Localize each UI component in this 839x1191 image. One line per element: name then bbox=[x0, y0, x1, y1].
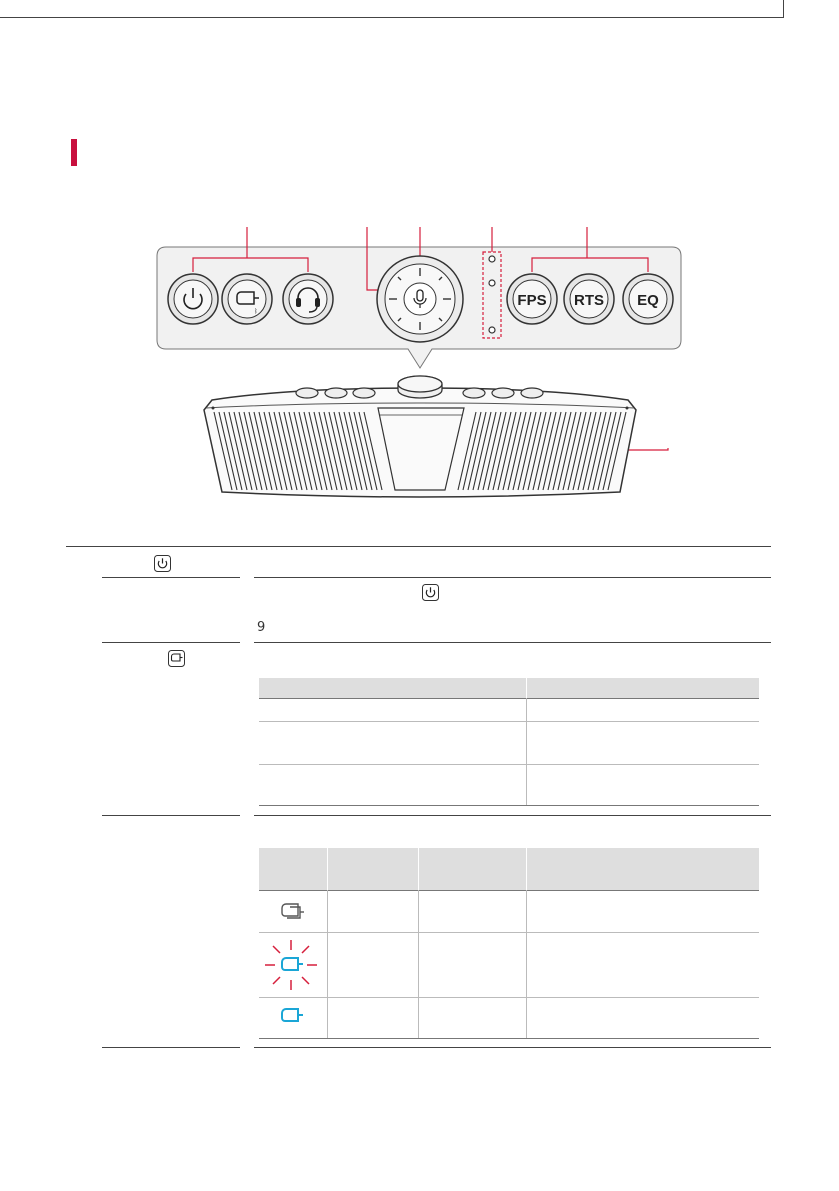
row-rule-left-2 bbox=[102, 642, 240, 643]
subtable-2-header bbox=[259, 848, 759, 890]
row-rule-right-1 bbox=[254, 577, 771, 578]
volume-dial bbox=[377, 256, 463, 342]
subtable-2-line-1 bbox=[259, 890, 759, 891]
wireless-off-icon bbox=[279, 900, 305, 922]
subtable-2-div-3 bbox=[526, 890, 527, 1038]
subtable-1-line-2 bbox=[259, 721, 759, 722]
table-top-rule bbox=[66, 546, 771, 547]
subtable-2-line-2 bbox=[259, 932, 759, 933]
row-rule-left-4 bbox=[102, 1047, 240, 1048]
subtable-2-div-2 bbox=[418, 890, 419, 1038]
subtable-2-line-3 bbox=[259, 997, 759, 998]
wireless-button bbox=[222, 274, 272, 324]
subtable-1-line-3 bbox=[259, 764, 759, 765]
power-icon-inline bbox=[422, 584, 439, 601]
speaker-body bbox=[204, 376, 636, 497]
row-rule-right-2 bbox=[254, 642, 771, 643]
power-button bbox=[168, 274, 218, 324]
subtable-2-header-div-2 bbox=[418, 848, 419, 890]
svg-text:ᛒ: ᛒ bbox=[254, 308, 258, 315]
wireless-blinking-icon bbox=[263, 938, 319, 992]
subtable-2-header-div-3 bbox=[526, 848, 527, 890]
row-rule-left-1 bbox=[102, 577, 240, 578]
subtable-1-header-divider bbox=[526, 678, 527, 698]
row-rule-left-3 bbox=[102, 815, 240, 816]
subtable-2-line-4 bbox=[259, 1038, 759, 1039]
rts-label: RTS bbox=[574, 292, 604, 309]
note-number: 9 bbox=[257, 620, 266, 635]
subtable-2-header-div-1 bbox=[327, 848, 328, 890]
subtable-1-divider bbox=[526, 698, 527, 805]
subtable-1-line-4 bbox=[259, 805, 759, 806]
wireless-transmitter-icon bbox=[168, 650, 185, 667]
headset-button bbox=[283, 274, 333, 324]
row-rule-right-3 bbox=[254, 815, 771, 816]
product-diagram bbox=[0, 0, 839, 540]
row-rule-right-4 bbox=[254, 1047, 771, 1048]
fps-label: FPS bbox=[517, 292, 547, 309]
wireless-on-icon bbox=[279, 1005, 305, 1027]
power-icon bbox=[154, 555, 171, 572]
subtable-1-line-1 bbox=[259, 698, 759, 699]
subtable-1-header bbox=[259, 678, 759, 698]
subtable-2-div-1 bbox=[327, 890, 328, 1038]
eq-label: EQ bbox=[637, 292, 659, 309]
